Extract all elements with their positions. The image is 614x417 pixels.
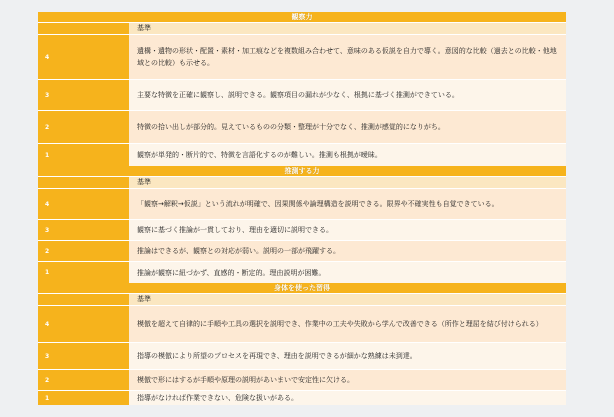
rubric-row bbox=[38, 369, 566, 390]
criteria-text: 特徴の拾い出しが部分的。見えているものの分類・整理が十分でなく、推測が感覚的になりがち。 bbox=[129, 111, 566, 143]
section-inference bbox=[38, 166, 566, 283]
rubric-row bbox=[38, 240, 566, 261]
rubric-table bbox=[38, 12, 566, 405]
level-cell: 2 bbox=[38, 241, 129, 261]
rubric-row bbox=[38, 305, 566, 342]
level-cell: 1 bbox=[38, 262, 129, 283]
criteria-text: 推論はできるが、観察との対応が弱い。説明の一部が飛躍する。 bbox=[129, 241, 566, 261]
criteria-text: 主要な特徴を正確に観察し、説明できる。観察項目の漏れが少なく、根拠に基づく推測ができている。 bbox=[129, 80, 566, 110]
level-cell: 3 bbox=[38, 220, 129, 240]
level-cell: 4 bbox=[38, 189, 129, 219]
rubric-row bbox=[38, 34, 566, 79]
criteria-header-label: 基準 bbox=[137, 295, 151, 303]
level-cell: 4 bbox=[38, 35, 129, 79]
criteria-text: 指導がなければ作業できない、危険な扱いがある。 bbox=[129, 391, 566, 405]
rubric-row bbox=[38, 79, 566, 110]
criteria-text: 「観察→解釈→仮説」という流れが明確で、因果関係や論理構造を説明できる。限界や不確実性も自覚できている。 bbox=[129, 189, 566, 219]
level-cell: 3 bbox=[38, 343, 129, 369]
rubric-row bbox=[38, 390, 566, 405]
section-title: 身体を使った習得 bbox=[38, 283, 566, 293]
criteria-header-label: 基準 bbox=[137, 178, 151, 186]
level-header-cell bbox=[38, 294, 129, 305]
level-cell: 1 bbox=[38, 144, 129, 166]
rubric-row bbox=[38, 110, 566, 143]
rubric-row bbox=[38, 261, 566, 283]
rubric-row bbox=[38, 342, 566, 369]
rubric-row bbox=[38, 188, 566, 219]
criteria-header-label: 基準 bbox=[137, 24, 151, 32]
criteria-text: 指導の模倣により所望のプロセスを再現でき、理由を説明できるが細かな熟練は未到達。 bbox=[129, 343, 566, 369]
section-title: 推測する力 bbox=[38, 166, 566, 176]
criteria-header-row bbox=[38, 293, 566, 305]
rubric-row bbox=[38, 219, 566, 240]
level-cell: 3 bbox=[38, 80, 129, 110]
criteria-text: 推論が観察に紐づかず、直感的・断定的。理由説明が困難。 bbox=[129, 262, 566, 283]
level-cell: 1 bbox=[38, 391, 129, 405]
level-cell: 4 bbox=[38, 306, 129, 342]
section-embodied-learning bbox=[38, 283, 566, 405]
section-title: 観察力 bbox=[38, 12, 566, 22]
criteria-text: 遺構・遺物の形状・配置・素材・加工痕などを複数組み合わせて、意味のある仮説を自力で導く。意図的な比較（過去との比較・他地域との比較）も示せる。 bbox=[129, 35, 566, 79]
criteria-text: 観察に基づく推論が一貫しており、理由を適切に説明できる。 bbox=[129, 220, 566, 240]
criteria-text: 観察が単発的・断片的で、特徴を言語化するのが難しい。推測も根拠が曖昧。 bbox=[129, 144, 566, 166]
criteria-header-row bbox=[38, 176, 566, 188]
level-header-cell bbox=[38, 23, 129, 34]
level-header-cell bbox=[38, 177, 129, 188]
criteria-text: 模倣を超えて自律的に手順や工具の選択を説明でき、作業中の工夫や失敗から学んで改善できる（所作と理屈を結び付けられる） bbox=[129, 306, 566, 342]
level-cell: 2 bbox=[38, 111, 129, 143]
section-observation bbox=[38, 12, 566, 166]
criteria-text: 模倣で形にはするが手順や原理の説明があいまいで安定性に欠ける。 bbox=[129, 370, 566, 390]
level-cell: 2 bbox=[38, 370, 129, 390]
criteria-header-row bbox=[38, 22, 566, 34]
rubric-row bbox=[38, 143, 566, 166]
